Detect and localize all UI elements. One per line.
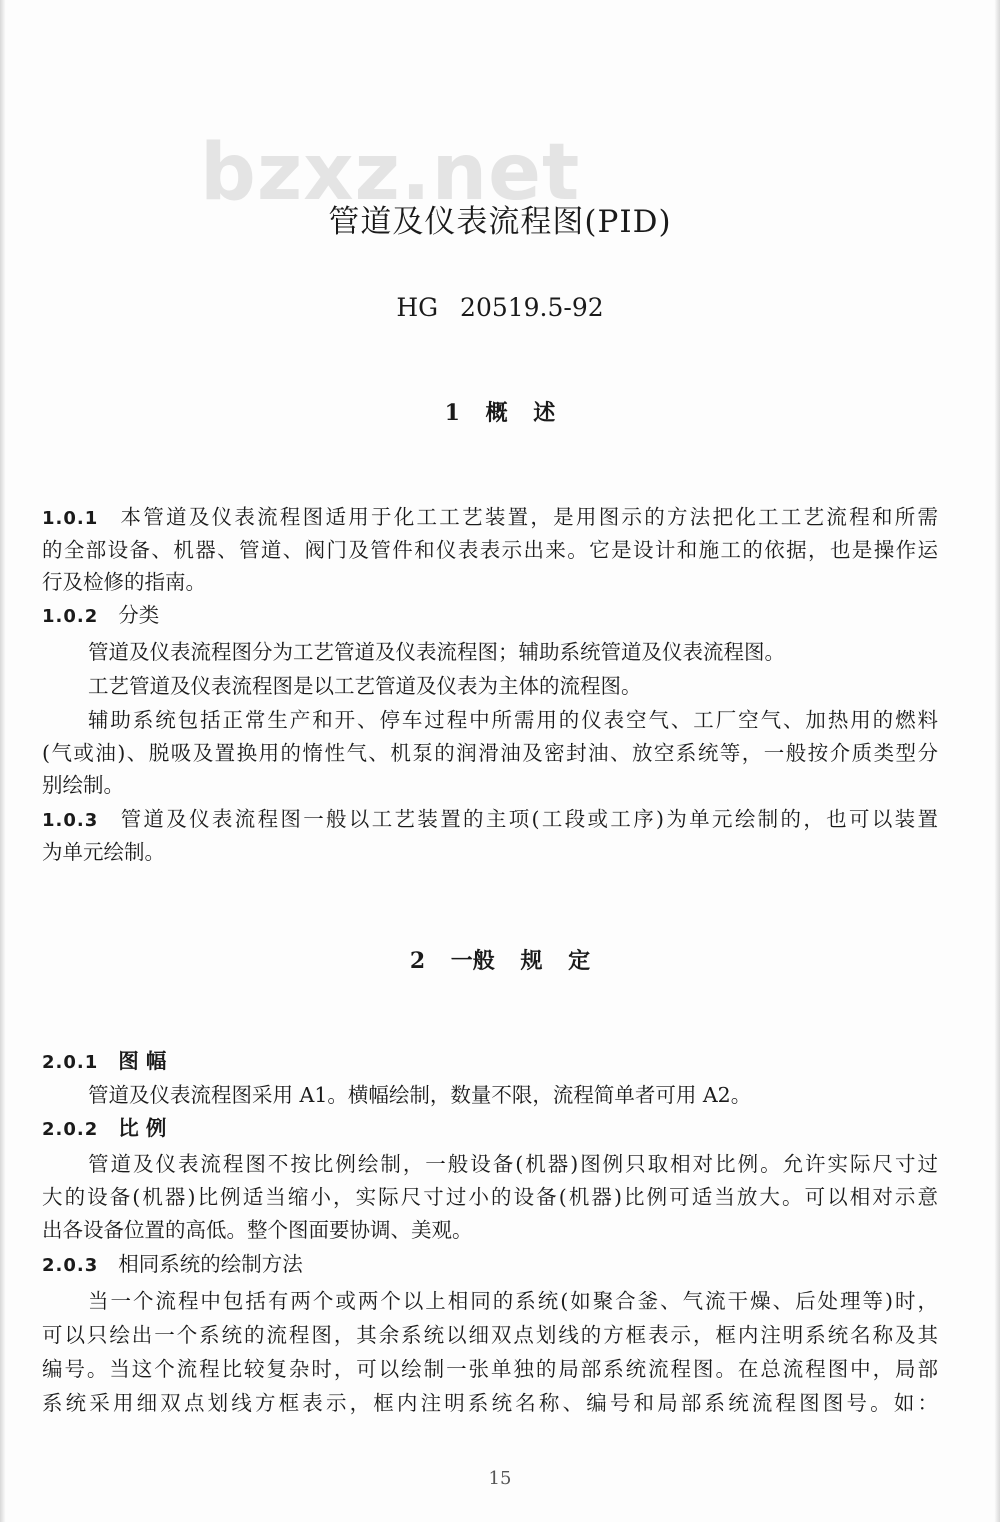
- document-title: 管道及仪表流程图(PID): [328, 204, 672, 240]
- paragraph-line: 可以只绘出一个系统的流程图，其余系统以细双点划线的方框表示，框内注明系统名称及其: [42, 1323, 938, 1347]
- paragraph-line: 管道及仪表流程图采用 A1。横幅绘制，数量不限，流程简单者可用 A2。: [88, 1083, 752, 1107]
- clause-2-0-1-heading: [42, 1046, 938, 1076]
- clause-title: 相同系统的绘制方法: [118, 1252, 303, 1276]
- paragraph-line: 管道及仪表流程图不按比例绘制，一般设备(机器)图例只取相对比例。允许实际尺寸过: [88, 1152, 938, 1176]
- clause-1-0-1-line: [42, 502, 938, 532]
- clause-title: 比 例: [118, 1116, 167, 1140]
- clause-number: 1.0.2: [42, 606, 99, 627]
- clause-text: 本管道及仪表流程图适用于化工工艺装置，是用图示的方法把化工工艺流程和所需: [118, 505, 938, 529]
- paragraph-line: 的全部设备、机器、管道、阀门及管件和仪表表示出来。它是设计和施工的依据，也是操作运: [42, 538, 938, 562]
- clause-number: 2.0.1: [42, 1052, 99, 1073]
- watermark: bzxz.net: [200, 128, 581, 218]
- clause-number: 1.0.1: [42, 508, 99, 529]
- paragraph-line: (气或油)、脱吸及置换用的惰性气、机泵的润滑油及密封油、放空系统等，一般按介质类型分: [42, 741, 938, 765]
- page-number: 15: [488, 1468, 512, 1489]
- clause-1-0-3-line: [42, 804, 938, 834]
- clause-number: 2.0.2: [42, 1119, 99, 1140]
- paragraph-line: 编号。当这个流程比较复杂时，可以绘制一张单独的局部系统流程图。在总流程图中，局部: [42, 1357, 938, 1381]
- paragraph-line: 辅助系统包括正常生产和开、停车过程中所需用的仪表空气、工厂空气、加热用的燃料: [88, 708, 938, 732]
- paragraph-line: 别绘制。: [42, 773, 124, 797]
- paragraph-line: 大的设备(机器)比例适当缩小，实际尺寸过小的设备(机器)比例可适当放大。可以相对示意: [42, 1185, 938, 1209]
- clause-1-0-2-heading: [42, 600, 938, 630]
- clause-text: 管道及仪表流程图一般以工艺装置的主项(工段或工序)为单元绘制的，也可以装置: [118, 807, 938, 831]
- standard-code: HG 20519.5-92: [396, 293, 604, 322]
- paragraph-line: 出各设备位置的高低。整个图面要协调、美观。: [42, 1218, 473, 1242]
- clause-title: 图 幅: [118, 1049, 167, 1073]
- paragraph-line: 为单元绘制。: [42, 840, 165, 864]
- paragraph-line: 系统采用细双点划线方框表示，框内注明系统名称、编号和局部系统流程图图号。如：: [42, 1391, 938, 1415]
- clause-2-0-2-heading: [42, 1113, 938, 1143]
- section-2-heading: 2 一般 规 定: [409, 948, 591, 974]
- clause-number: 1.0.3: [42, 810, 99, 831]
- paragraph-line: 管道及仪表流程图分为工艺管道及仪表流程图；辅助系统管道及仪表流程图。: [88, 640, 785, 664]
- clause-2-0-3-heading: [42, 1249, 938, 1279]
- paragraph-line: 行及检修的指南。: [42, 570, 206, 594]
- paragraph-line: 当一个流程中包括有两个或两个以上相同的系统(如聚合釜、气流干燥、后处理等)时，: [88, 1289, 938, 1313]
- section-1-heading: 1 概 述: [444, 400, 556, 426]
- clause-title: 分类: [118, 603, 160, 627]
- clause-number: 2.0.3: [42, 1255, 99, 1276]
- paragraph-line: 工艺管道及仪表流程图是以工艺管道及仪表为主体的流程图。: [88, 674, 642, 698]
